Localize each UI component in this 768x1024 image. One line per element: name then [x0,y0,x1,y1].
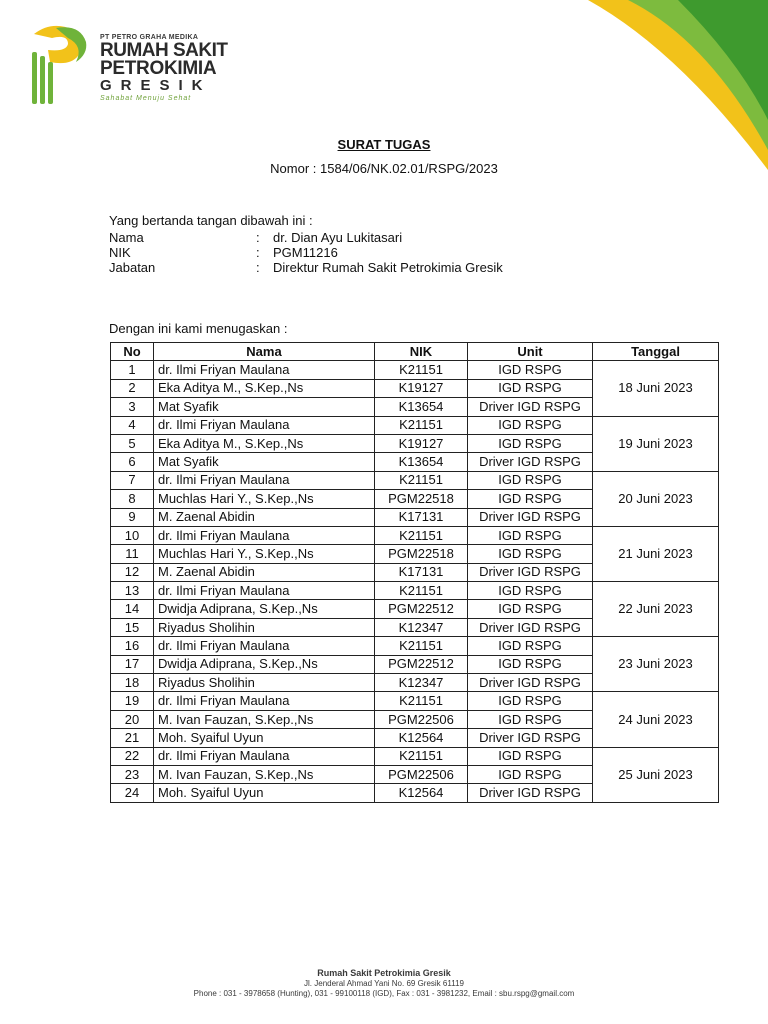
cell-no: 23 [111,765,154,783]
cell-nik: PGM22512 [375,600,468,618]
header-nik: NIK [375,343,468,361]
assignment-intro: Dengan ini kami menugaskan : [109,321,288,336]
document-number: Nomor : 1584/06/NK.02.01/RSPG/2023 [270,161,498,176]
cell-nik: K17131 [375,508,468,526]
cell-unit: Driver IGD RSPG [468,398,593,416]
cell-nama: Muchlas Hari Y., S.Kep.,Ns [154,545,375,563]
table-row [111,471,719,489]
cell-unit: IGD RSPG [468,416,593,434]
cell-nik: K21151 [375,416,468,434]
table-row [111,692,719,710]
cell-nama: dr. Ilmi Friyan Maulana [154,582,375,600]
logo-company-name: PT PETRO GRAHA MEDIKA [100,34,199,41]
cell-no: 4 [111,416,154,434]
cell-nik: K21151 [375,471,468,489]
signer-row-nik [109,245,503,260]
cell-no: 19 [111,692,154,710]
signer-colon: : [256,245,260,260]
cell-no: 24 [111,784,154,802]
cell-unit: Driver IGD RSPG [468,784,593,802]
cell-no: 14 [111,600,154,618]
cell-nama: M. Ivan Fauzan, S.Kep.,Ns [154,765,375,783]
cell-unit: IGD RSPG [468,765,593,783]
cell-nama: Mat Syafik [154,398,375,416]
cell-no: 18 [111,674,154,692]
cell-nik: K13654 [375,398,468,416]
cell-nama: Riyadus Sholihin [154,674,375,692]
cell-unit: IGD RSPG [468,710,593,728]
hospital-logo [28,22,248,104]
cell-tanggal: 23 Juni 2023 [593,637,719,692]
table-body [111,361,719,802]
cell-unit: IGD RSPG [468,692,593,710]
cell-no: 9 [111,508,154,526]
cell-nama: dr. Ilmi Friyan Maulana [154,361,375,379]
cell-no: 22 [111,747,154,765]
cell-unit: IGD RSPG [468,545,593,563]
header-no: No [111,343,154,361]
cell-nik: K21151 [375,747,468,765]
cell-nik: K19127 [375,434,468,452]
cell-no: 6 [111,453,154,471]
cell-unit: IGD RSPG [468,747,593,765]
signer-colon: : [256,260,260,275]
cell-nama: Dwidja Adiprana, S.Kep.,Ns [154,655,375,673]
cell-nama: dr. Ilmi Friyan Maulana [154,692,375,710]
table-header-row [111,343,719,361]
cell-nama: Moh. Syaiful Uyun [154,784,375,802]
cell-unit: IGD RSPG [468,582,593,600]
cell-no: 13 [111,582,154,600]
signer-value: PGM11216 [273,245,338,260]
logo-name-line2: PETROKIMIA [100,58,217,79]
cell-nama: M. Zaenal Abidin [154,508,375,526]
footer-hospital-name: Rumah Sakit Petrokimia Gresik [317,968,451,978]
cell-no: 16 [111,637,154,655]
cell-tanggal: 24 Juni 2023 [593,692,719,747]
cell-unit: Driver IGD RSPG [468,618,593,636]
cell-no: 7 [111,471,154,489]
cell-nik: K12564 [375,729,468,747]
logo-tagline: Sahabat Menuju Sehat [100,95,192,102]
footer-contact: Phone : 031 - 3978658 (Hunting), 031 - 99100118 (IGD), Fax : 031 - 3981232, Email : sbu.rspg@gmail.com [193,989,575,998]
cell-nik: K21151 [375,526,468,544]
corner-swoosh-decoration [588,0,768,180]
table-row [111,637,719,655]
table-row [111,747,719,765]
signer-row-name [109,230,503,245]
cell-unit: IGD RSPG [468,526,593,544]
cell-nama: dr. Ilmi Friyan Maulana [154,637,375,655]
cell-nik: K21151 [375,582,468,600]
header-unit: Unit [468,343,593,361]
cell-unit: Driver IGD RSPG [468,674,593,692]
cell-nama: Muchlas Hari Y., S.Kep.,Ns [154,490,375,508]
header-tanggal: Tanggal [593,343,719,361]
signer-label: Jabatan [109,260,156,275]
cell-nik: K21151 [375,637,468,655]
cell-nama: Dwidja Adiprana, S.Kep.,Ns [154,600,375,618]
signer-details [109,230,503,275]
cell-unit: Driver IGD RSPG [468,563,593,581]
cell-nik: K12347 [375,674,468,692]
table-row [111,526,719,544]
cell-nik: PGM22506 [375,710,468,728]
table-row [111,416,719,434]
signer-colon: : [256,230,260,245]
signer-value: Direktur Rumah Sakit Petrokimia Gresik [273,260,503,275]
cell-nama: dr. Ilmi Friyan Maulana [154,747,375,765]
cell-no: 17 [111,655,154,673]
cell-no: 10 [111,526,154,544]
cell-no: 2 [111,379,154,397]
cell-nama: dr. Ilmi Friyan Maulana [154,416,375,434]
cell-tanggal: 19 Juni 2023 [593,416,719,471]
letterhead-footer [0,968,768,999]
cell-nama: Eka Aditya M., S.Kep.,Ns [154,434,375,452]
cell-nik: K12564 [375,784,468,802]
cell-nama: dr. Ilmi Friyan Maulana [154,471,375,489]
cell-no: 12 [111,563,154,581]
cell-nik: K21151 [375,692,468,710]
signer-label: Nama [109,230,144,245]
document-title: SURAT TUGAS [337,137,431,152]
cell-nik: K21151 [375,361,468,379]
cell-nik: K17131 [375,563,468,581]
cell-tanggal: 22 Juni 2023 [593,582,719,637]
cell-unit: IGD RSPG [468,361,593,379]
assignment-table [110,342,719,803]
cell-no: 5 [111,434,154,452]
hospital-logo-text [100,34,228,104]
footer-address: Jl. Jenderal Ahmad Yani No. 69 Gresik 61119 [304,979,464,988]
table-row [111,582,719,600]
cell-unit: Driver IGD RSPG [468,508,593,526]
cell-nik: K13654 [375,453,468,471]
cell-nama: Mat Syafik [154,453,375,471]
cell-nama: Moh. Syaiful Uyun [154,729,375,747]
signer-label: NIK [109,245,131,260]
cell-nama: M. Zaenal Abidin [154,563,375,581]
cell-nama: Riyadus Sholihin [154,618,375,636]
cell-no: 8 [111,490,154,508]
cell-nik: K19127 [375,379,468,397]
cell-no: 20 [111,710,154,728]
cell-unit: IGD RSPG [468,490,593,508]
cell-unit: Driver IGD RSPG [468,729,593,747]
cell-tanggal: 18 Juni 2023 [593,361,719,416]
cell-unit: IGD RSPG [468,471,593,489]
logo-name-line3: GRESIK [100,77,212,94]
cell-unit: IGD RSPG [468,379,593,397]
cell-tanggal: 20 Juni 2023 [593,471,719,526]
cell-tanggal: 21 Juni 2023 [593,526,719,581]
logo-name-line1: RUMAH SAKIT [100,40,228,61]
table-row [111,361,719,379]
signer-row-position [109,260,503,275]
signer-value: dr. Dian Ayu Lukitasari [273,230,403,245]
cell-unit: IGD RSPG [468,637,593,655]
cell-unit: IGD RSPG [468,600,593,618]
cell-nik: K12347 [375,618,468,636]
cell-nama: M. Ivan Fauzan, S.Kep.,Ns [154,710,375,728]
hospital-logo-icon [28,22,94,106]
cell-nama: dr. Ilmi Friyan Maulana [154,526,375,544]
cell-no: 11 [111,545,154,563]
cell-tanggal: 25 Juni 2023 [593,747,719,802]
cell-no: 21 [111,729,154,747]
cell-unit: IGD RSPG [468,655,593,673]
cell-nik: PGM22506 [375,765,468,783]
cell-nik: PGM22518 [375,490,468,508]
header-nama: Nama [154,343,375,361]
cell-nik: PGM22512 [375,655,468,673]
cell-nama: Eka Aditya M., S.Kep.,Ns [154,379,375,397]
cell-unit: IGD RSPG [468,434,593,452]
cell-no: 1 [111,361,154,379]
cell-no: 15 [111,618,154,636]
cell-unit: Driver IGD RSPG [468,453,593,471]
cell-nik: PGM22518 [375,545,468,563]
cell-no: 3 [111,398,154,416]
signer-intro: Yang bertanda tangan dibawah ini : [109,213,313,228]
